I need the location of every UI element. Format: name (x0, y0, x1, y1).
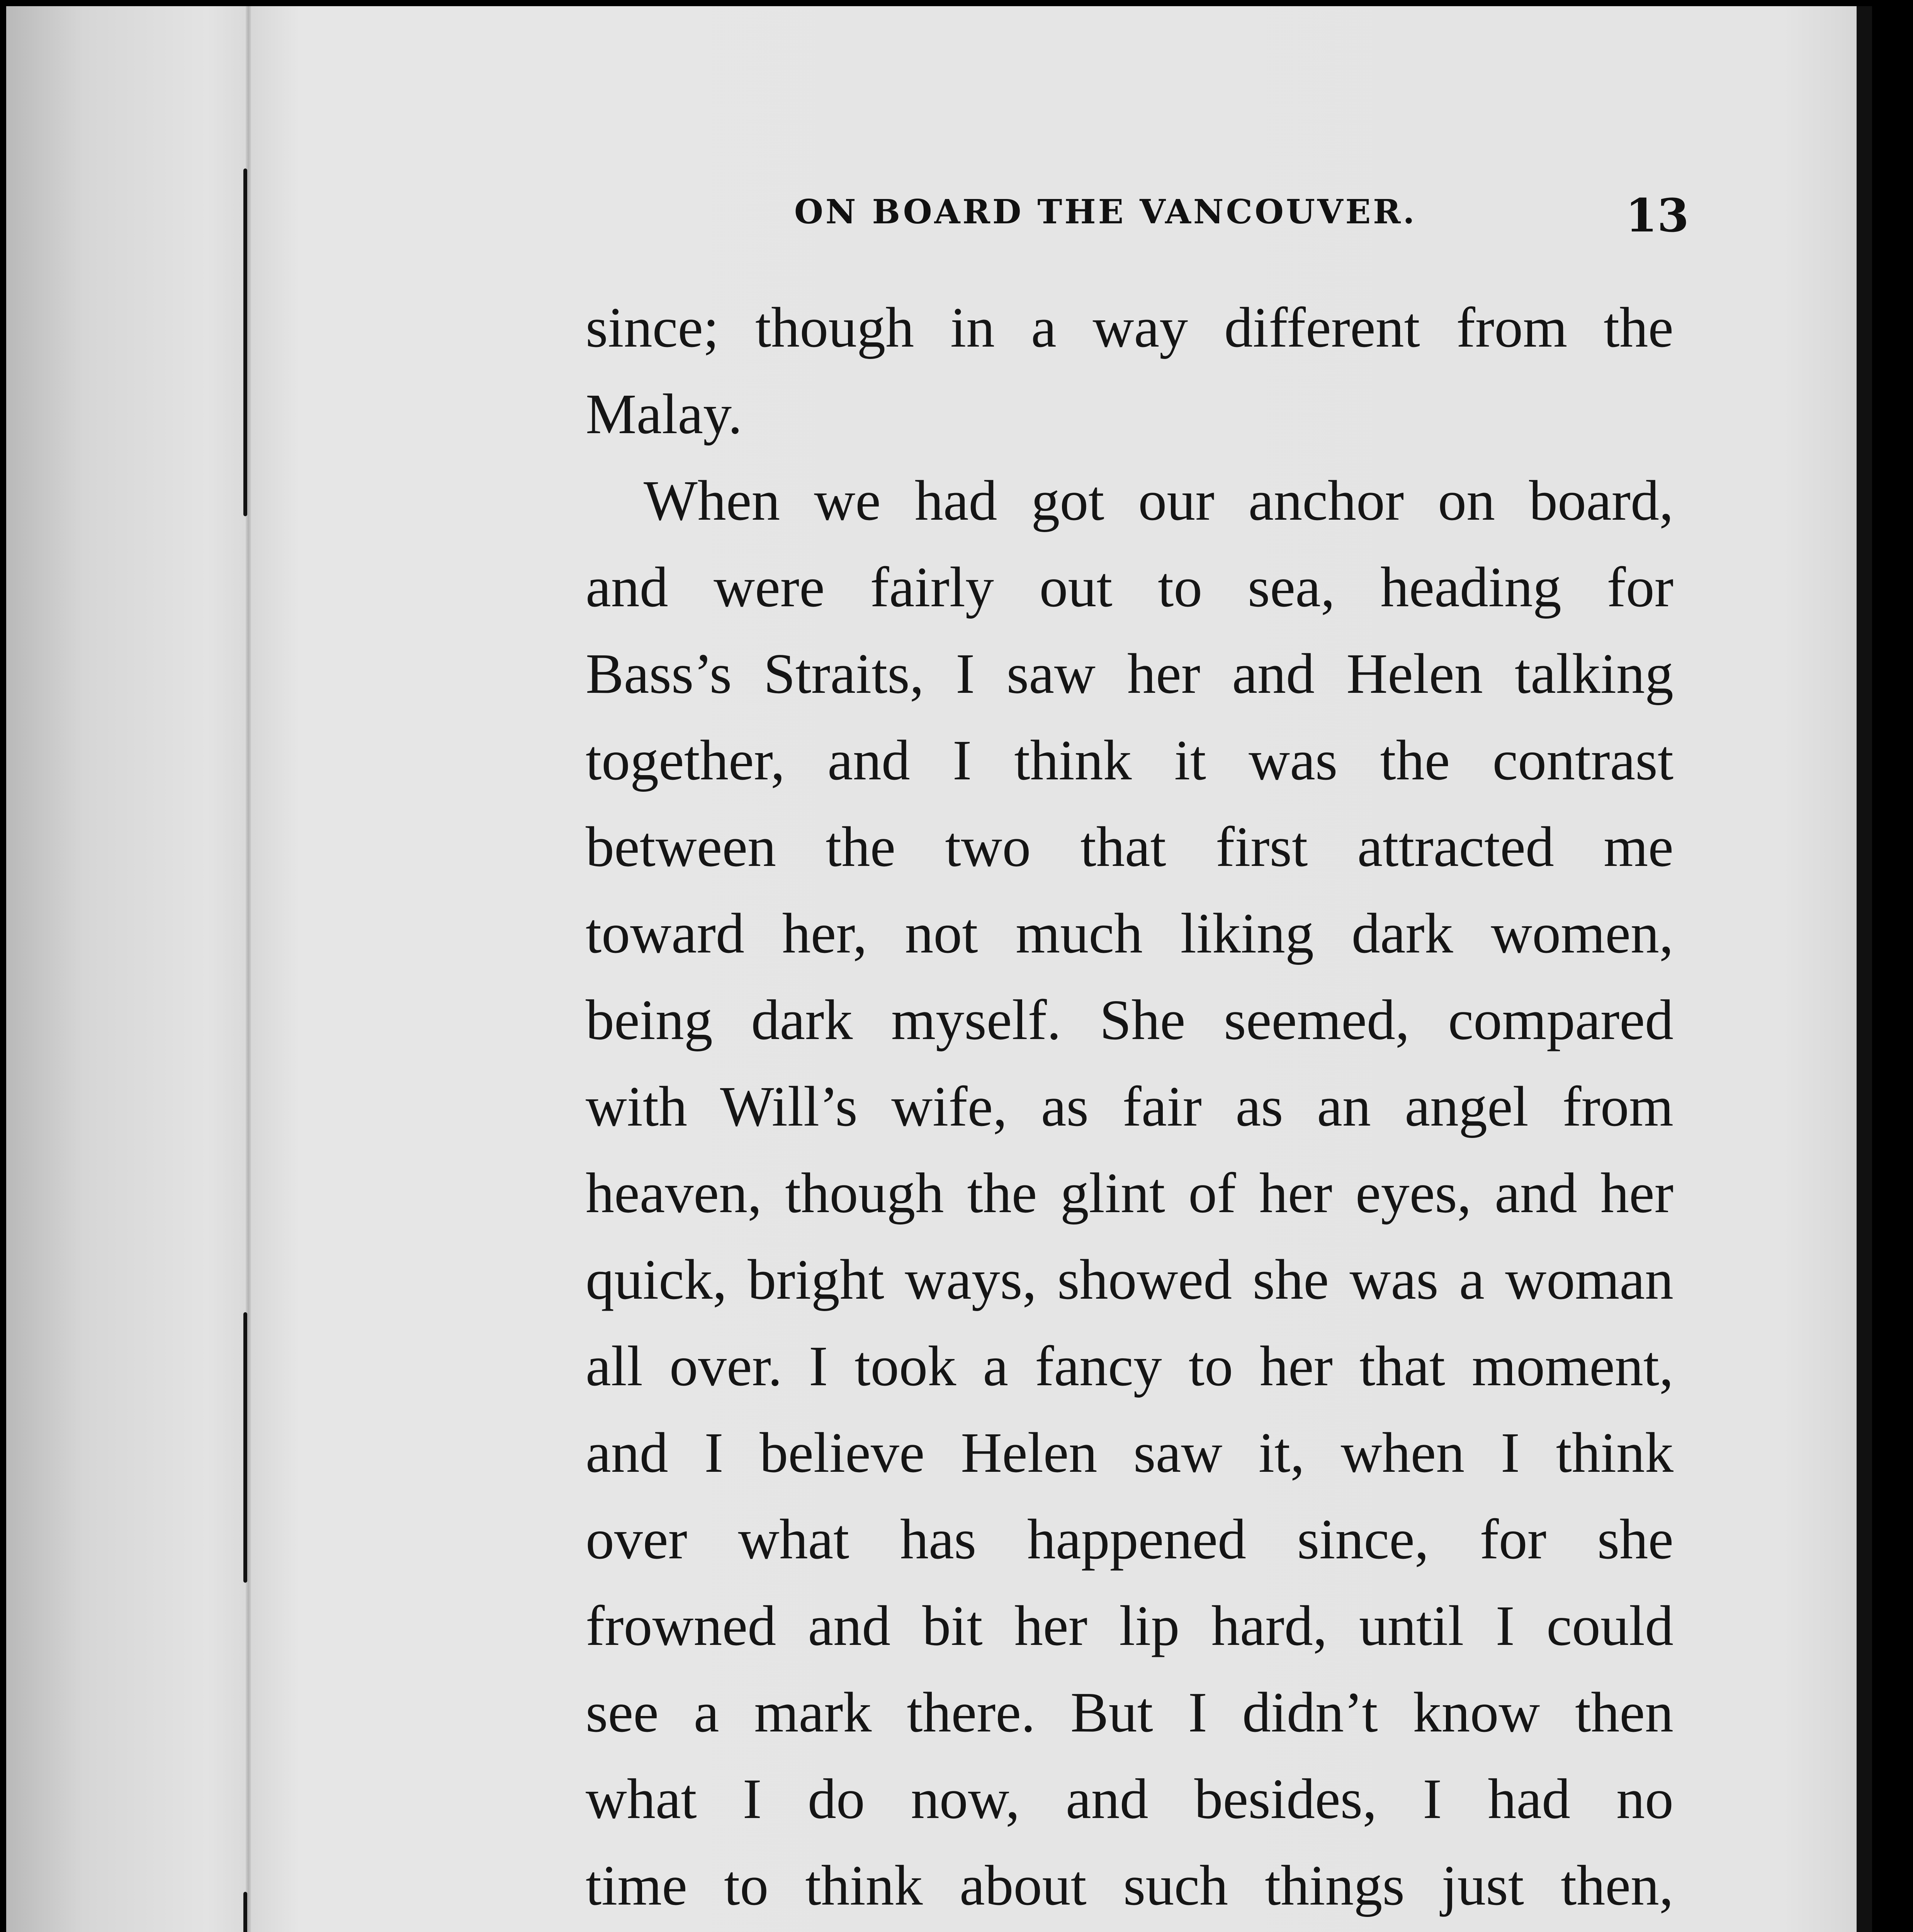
text-line: since; though in a way different from the (586, 296, 1673, 359)
text-line (586, 1929, 1673, 1932)
binding-mark (243, 168, 247, 516)
page-edge-shadow (1857, 6, 1872, 1932)
binding-mark (243, 1312, 247, 1583)
page-number: 13 (1625, 189, 1689, 242)
text-line: between the two that first attracted me (586, 815, 1673, 879)
page-header (794, 189, 1689, 243)
text-line: what I do now, and besides, I had no (586, 1767, 1673, 1831)
text-line: together, and I think it was the contrast (586, 729, 1673, 792)
text-line: frowned and bit her lip hard, until I could (586, 1594, 1673, 1658)
text-line: and I believe Helen saw it, when I think (586, 1421, 1673, 1485)
text-line: heaven, though the glint of her eyes, and her (586, 1162, 1673, 1225)
text-line: and were fairly out to sea, heading for (586, 556, 1673, 619)
text-line: toward her, not much liking dark women, (586, 902, 1673, 965)
book-page (6, 6, 1872, 1932)
text-line: quick, bright ways, showed she was a woman (586, 1248, 1673, 1311)
binding-mark (243, 1892, 247, 1932)
text-line: being dark myself. She seemed, compared (586, 988, 1673, 1052)
running-head: ON BOARD THE VANCOUVER. (794, 192, 1417, 231)
text-line: with Will’s wife, as fair as an angel from (586, 1075, 1673, 1138)
text-line: see a mark there. But I didn’t know then (586, 1681, 1673, 1744)
text-line: all over. I took a fancy to her that moment, (586, 1335, 1673, 1398)
text-line: over what has happened since, for she (586, 1508, 1673, 1571)
text-line: Malay. (586, 383, 742, 446)
text-line: time to think about such things just then, (586, 1854, 1673, 1917)
body-text (586, 284, 1673, 1932)
text-line: Bass’s Straits, I saw her and Helen talking (586, 642, 1673, 706)
text-line: When we had got our anchor on board, (644, 469, 1673, 532)
